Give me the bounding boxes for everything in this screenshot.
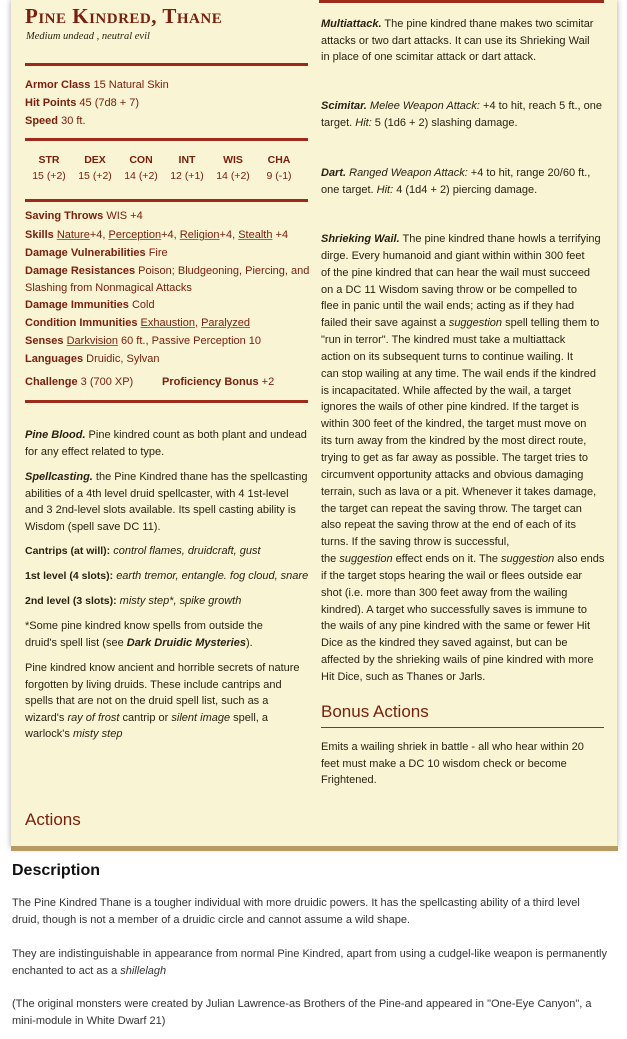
condition-link-paralyzed[interactable]: Paralyzed — [201, 317, 250, 329]
divider — [319, 0, 604, 3]
ability-dex: DEX 15 (+2) — [78, 154, 112, 182]
skills: Skills Nature+4, Perception+4, Religion+4, Stealth +4 — [25, 229, 289, 241]
proficiency-bonus: Proficiency Bonus +2 — [162, 376, 275, 388]
action-scimitar: Scimitar. Melee Weapon Attack: +4 to hit, reach 5 ft., one target. Hit: 5 (1d6 + 2) slashing damage. — [321, 100, 602, 129]
spell-note: *Some pine kindred know spells from outside the druid's spell list (see Dark Druidic Mysteries). — [25, 620, 263, 649]
action-dart: Dart. Ranged Weapon Attack: +4 to hit, range 20/60 ft., one target. Hit: 4 (1d4 + 2) piercing damage. — [321, 167, 591, 196]
spell-level-1: 1st level (4 slots): earth tremor, entangle. fog cloud, snare — [25, 570, 309, 582]
damage-immunities: Damage Immunities Cold — [25, 299, 155, 311]
damage-vulnerabilities: Damage Vulnerabilities Fire — [25, 247, 168, 259]
action-shrieking-wail: Shrieking Wail. The pine kindred thane howls a terrifying dirge. Every humanoid and giant within within 300 feet of the pine kindred that can hear the wail must succeed on a DC 11 Wisdom saving throw or be compelled to flee in panic until the wail ends; acting as if they had failed their save against a suggestion spell telling them to "run in terror". The kindred must take a multiattack action on its subsequent turns to continue wailing. It can stop wailing at any time. The wail ends if the kindred is incapacitated. While affected by the wail, a target ignores the wails of other pine kindred. If the target is within 300 feet of the kindred, the target must move on its turn away from the kindred by the most direct route, trying to get as far away as possible. The target tries to circumvent opportunity attacks and obvious damaging terrain, such as lava or a pit. Whenever it takes damage, the target can repeat the saving throw. The target can also repeat the saving throw at the end of each of its turns. If the saving throw is successful, the suggestion effect ends on it. The suggestion also ends if the target stops hearing the wail or flees outside ear shot (i.e. more than 300 feet away from the wailing kindred). A target who successfully saves is immune to the wails of any pine kindred with the same or fewer Hit Dice as the kindred they saved against, but can be affected by the shrieking wails of pine kindred with more Hit Dice, such as Thanes or Jarls. — [321, 233, 605, 683]
condition-link-exhaustion[interactable]: Exhaustion — [140, 317, 195, 329]
divider — [25, 63, 308, 66]
description-paragraph-2: They are indistinguishable in appearance from normal Pine Kindred, apart from using a cudgel-like weapon is permanently enchanted to act as a shillelagh — [12, 948, 607, 977]
speed: Speed 30 ft. — [25, 115, 86, 127]
spell-cantrips: Cantrips (at will): control flames, druidcraft, gust — [25, 545, 261, 557]
action-multiattack: Multiattack. The pine kindred thane makes two scimitar attacks or two dart attacks. It can use its Shrieking Wail in place of one scimitar attack or dart attack. — [321, 18, 594, 63]
saving-throws: Saving Throws WIS +4 — [25, 210, 143, 222]
divider — [321, 727, 604, 728]
description-heading: Description — [12, 862, 101, 879]
trait-spellcasting: Spellcasting. the Pine Kindred thane has the spellcasting abilities of a 4th level druid spellcaster, with 4 1st-level and 3 2nd-level slots available. Its spell casting ability is Wisdom (spell save DC 11). — [25, 471, 308, 533]
ability-str: STR 15 (+2) — [32, 154, 66, 182]
trait-pine-blood: Pine Blood. Pine kindred count as both plant and undead for any effect related to type. — [25, 429, 307, 458]
armor-class: Armor Class 15 Natural Skin — [25, 79, 169, 91]
stat-block-footer-bar — [11, 846, 618, 851]
ability-int: INT 12 (+1) — [170, 154, 204, 182]
condition-immunities: Condition Immunities Exhaustion, Paralyzed — [25, 317, 250, 329]
ability-wis: WIS 14 (+2) — [216, 154, 250, 182]
divider — [25, 199, 308, 202]
monster-name: Pine Kindred, Thane — [25, 4, 223, 28]
divider — [25, 138, 308, 141]
description-paragraph-3: (The original monsters were created by Julian Lawrence-as Brothers of the Pine-and appeared in "One-Eye Canyon", a mini-module in White Dwarf 21) — [12, 998, 592, 1027]
senses: Senses Darkvision 60 ft., Passive Perception 10 — [25, 335, 262, 347]
challenge: Challenge 3 (700 XP) — [25, 376, 134, 388]
spell-level-2: 2nd level (3 slots): misty step*, spike growth — [25, 595, 242, 607]
actions-heading: Actions — [25, 810, 81, 829]
ability-scores — [26, 154, 302, 182]
sense-link-darkvision[interactable]: Darkvision — [66, 335, 118, 347]
skill-link-religion[interactable]: Religion — [179, 229, 220, 241]
damage-resistances: Damage Resistances Poison; Bludgeoning, Piercing, and Slashing from Nonmagical Attacks — [25, 265, 310, 294]
skill-link-nature[interactable]: Nature — [56, 229, 90, 241]
ability-cha: CHA 9 (-1) — [266, 154, 292, 182]
hit-points: Hit Points 45 (7d8 + 7) — [25, 97, 140, 109]
ability-con: CON 14 (+2) — [124, 154, 158, 182]
description-paragraph-1: The Pine Kindred Thane is a tougher individual with more druidic powers. It has the spellcasting ability of a third level druid, though is not a member of a druidic circle and cannot assume a wild shape. — [12, 897, 580, 926]
skill-link-perception[interactable]: Perception — [108, 229, 162, 241]
lore-text: Pine kindred know ancient and horrible secrets of nature forgotten by living druids. These include cantrips and spells that are not on the druid spell list, such as a wizard's ray of frost cantrip or silent image spell, a warlock's misty step — [25, 662, 300, 740]
stat-block — [11, 0, 617, 848]
divider — [25, 400, 308, 403]
skill-link-stealth[interactable]: Stealth — [238, 229, 273, 241]
languages: Languages Druidic, Sylvan — [25, 353, 160, 365]
bonus-actions-heading: Bonus Actions — [321, 702, 429, 721]
monster-meta: Medium undead , neutral evil — [26, 31, 150, 42]
bonus-action-text: Emits a wailing shriek in battle - all who hear within 20 feet must make a DC 10 wisdom check or become Frightened. — [321, 741, 584, 786]
